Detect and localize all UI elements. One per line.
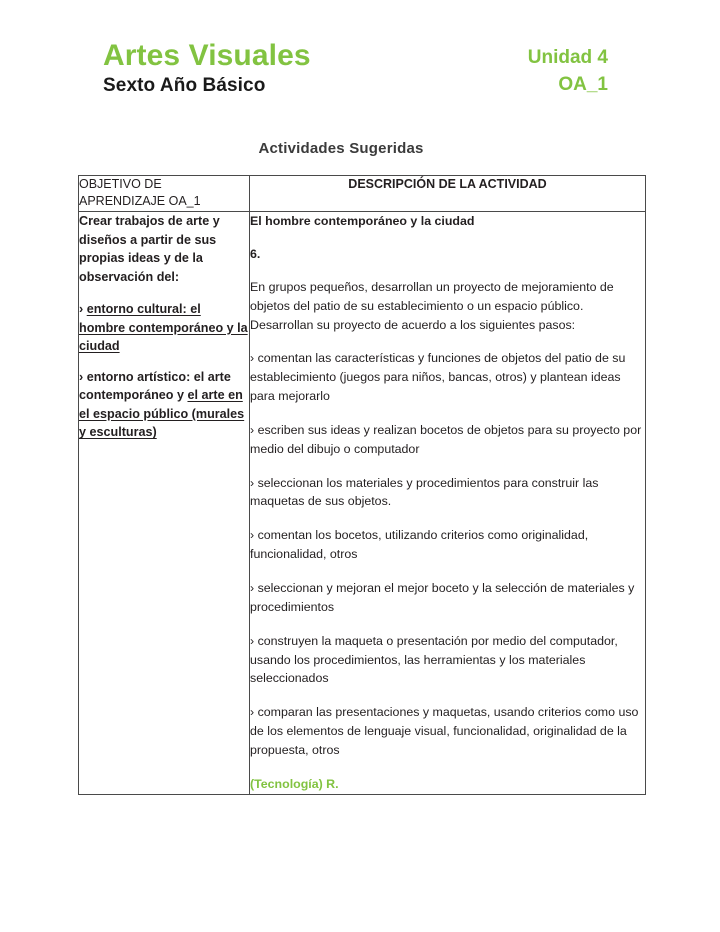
table-head — [79, 175, 646, 212]
table-row — [79, 212, 646, 794]
description-tag: (Tecnología) R. — [250, 776, 339, 791]
objective-item — [79, 368, 249, 442]
description-step-list — [250, 349, 645, 759]
unit-label: Unidad 4 — [527, 47, 608, 68]
activities-table — [78, 175, 646, 795]
description-step: › comparan las presentaciones y maquetas, usando criterios como uso de los elementos de lenguaje visual, funcionalidad, originalidad de la propuesta, otros — [250, 705, 639, 757]
table-body — [79, 212, 646, 794]
objective-item-text: entorno artístico: el arte contemporáneo y — [79, 369, 231, 403]
objective-item-underlined-text: entorno cultural: el hombre contemporáneo y la ciudad — [79, 302, 248, 354]
cell-objective — [79, 212, 250, 794]
description-number: 6. — [250, 247, 261, 262]
subject-title: Artes Visuales — [103, 39, 311, 72]
grade-title: Sexto Año Básico — [103, 74, 266, 96]
objective-item-list — [79, 300, 249, 442]
description-step: › seleccionan los materiales y procedimientos para construir las maquetas de sus objetos. — [250, 475, 599, 509]
description-step: › construyen la maqueta o presentación por medio del computador, usando los procedimientos, las herramientas y los materiales seleccionados — [250, 633, 618, 686]
section-title: Actividades Sugeridas — [258, 139, 424, 157]
column-header-objective: OBJETIVO DE APRENDIZAJE OA_1 — [79, 175, 250, 212]
description-step: › comentan las características y funciones de objetos del patio de su establecimiento (juegos para niños, bancas, otros) y plantean ideas para mejorarlo — [250, 351, 626, 404]
document-header — [0, 0, 720, 96]
header-right-block — [528, 40, 608, 96]
objective-item-underlined-text: el arte en el espacio público (murales y esculturas) — [79, 388, 245, 440]
description-intro: En grupos pequeños, desarrollan un proyecto de mejoramiento de objetos del patio de su establecimiento o un espacio público. Desarrollan su proyecto de acuerdo a los siguientes pasos: — [250, 279, 614, 332]
chevron-bullet-icon: › — [79, 302, 84, 317]
chevron-bullet-icon: › — [79, 369, 84, 384]
objective-item — [79, 300, 249, 356]
description-heading: El hombre contemporáneo y la ciudad — [250, 214, 475, 229]
header-left-block — [103, 40, 311, 95]
description-step: › comentan los bocetos, utilizando criterios como originalidad, funcionalidad, otros — [250, 528, 589, 562]
description-step: › seleccionan y mejoran el mejor boceto y la selección de materiales y procedimientos — [250, 581, 635, 614]
oa-label: OA_1 — [558, 73, 608, 95]
column-header-description: DESCRIPCIÓN DE LA ACTIVIDAD — [250, 175, 646, 212]
table-header-row — [79, 175, 646, 212]
description-step: › escriben sus ideas y realizan bocetos de objetos para su proyecto por medio del dibujo o computador — [250, 422, 642, 456]
cell-description — [250, 212, 646, 794]
objective-lead: Crear trabajos de arte y diseños a partir de sus propias ideas y de la observación del: — [79, 214, 220, 284]
